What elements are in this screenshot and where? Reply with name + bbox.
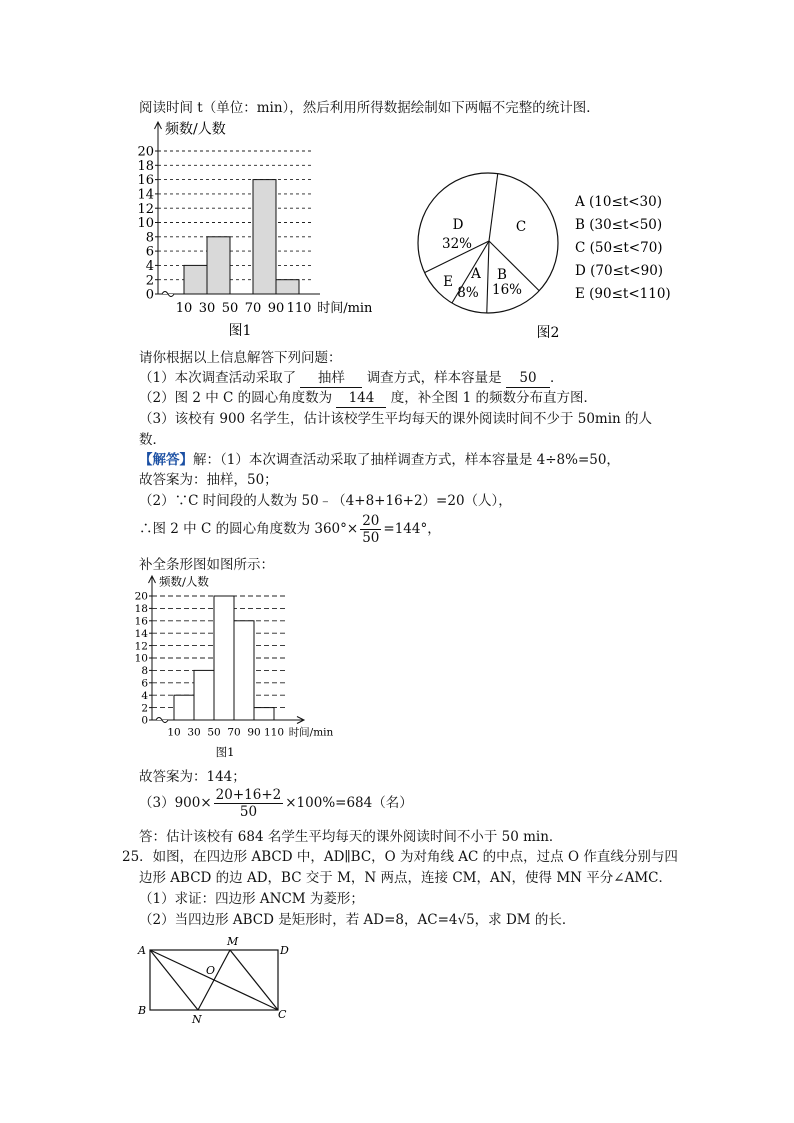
- y-tick-label-8: 8: [145, 230, 154, 246]
- label-o: O: [206, 964, 216, 977]
- bar-30-50: [194, 670, 214, 720]
- solution-5: 补全条形图如图所示：: [139, 557, 274, 573]
- legend-item-1: B (30≤t<50): [575, 217, 663, 233]
- x-tick-label-30: 30: [187, 726, 201, 739]
- legend-item-0: A (10≤t<30): [575, 194, 662, 210]
- histogram-complete: [134, 572, 358, 767]
- y-tick-label-10: 10: [134, 652, 148, 665]
- y-tick-label-14: 14: [137, 187, 154, 203]
- slice-percent-A: 8%: [457, 285, 479, 301]
- x-axis-label: 时间/min: [288, 726, 334, 739]
- y-tick-label-18: 18: [134, 603, 148, 616]
- blank-survey-type: 抽样: [300, 369, 362, 388]
- bar-50-70: [214, 596, 234, 720]
- histogram-incomplete: [138, 118, 388, 338]
- bar-10-30: [184, 265, 207, 294]
- x-tick-label-70: 70: [227, 726, 241, 739]
- figure-title: 图1: [215, 745, 235, 759]
- x-tick-label-50: 50: [207, 726, 221, 739]
- x-tick-label-30: 30: [198, 301, 216, 316]
- y-tick-label-16: 16: [134, 615, 148, 628]
- bar-70-90: [234, 621, 254, 720]
- label-c: C: [278, 1008, 287, 1021]
- label-n: N: [192, 1013, 202, 1026]
- solution-7: （3）900× $\frac{20+16+2}{50}$ ×100%=684（名）: [139, 787, 413, 820]
- slice-label-D: D: [452, 217, 464, 233]
- x-axis-label: 时间/min: [317, 301, 373, 316]
- segment-mn: [198, 950, 230, 1010]
- y-tick-label-2: 2: [145, 273, 154, 289]
- blank-sample-size: 50: [506, 369, 550, 388]
- solution-tag: 【解答】: [139, 452, 193, 468]
- problem-25-line3: （1）求证：四边形 ANCM 为菱形；: [139, 891, 364, 907]
- x-tick-label-90: 90: [247, 726, 261, 739]
- legend-item-3: D (70≤t<90): [575, 263, 664, 279]
- bar-90-110: [276, 280, 299, 294]
- fraction-38-50: $\frac{20+16+2}{50}$: [215, 787, 282, 820]
- solution-1: 【解答】解：（1）本次调查活动采取了抽样调查方式，样本容量是 4÷8%=50，: [139, 452, 620, 468]
- x-tick-label-110: 110: [263, 726, 285, 739]
- y-tick-label-2: 2: [141, 702, 148, 715]
- axis-break: [156, 718, 168, 723]
- slice-label-B: B: [497, 267, 507, 283]
- y-tick-label-16: 16: [137, 173, 154, 189]
- x-tick-label-50: 50: [221, 301, 239, 316]
- bar-70-90: [253, 180, 276, 294]
- axis-break: [162, 292, 174, 297]
- pie-figure-title: 图2: [536, 325, 560, 341]
- question-3: （3）该校有 900 名学生，估计该校学生平均每天的课外阅读时间不少于 50min 的人: [139, 411, 653, 427]
- y-tick-label-20: 20: [134, 590, 148, 603]
- y-tick-label-4: 4: [141, 689, 148, 702]
- y-tick-label-18: 18: [137, 158, 154, 174]
- segment-an: [150, 950, 198, 1010]
- bar-30-50: [207, 237, 230, 294]
- y-tick-label-0: 0: [145, 287, 154, 303]
- x-tick-label-70: 70: [244, 301, 262, 316]
- question-3-cont: 数．: [139, 432, 166, 448]
- label-d: D: [280, 944, 289, 957]
- x-tick-label-10: 10: [167, 726, 181, 739]
- question-2: （2）图 2 中 C 的圆心角度数为 144 度，补全图 1 的频数分布直方图．: [139, 390, 597, 406]
- solution-6: 故答案为：144；: [139, 769, 246, 785]
- label-a: A: [138, 944, 146, 957]
- rectangle-figure: [132, 934, 302, 1026]
- y-axis-label: 频数/人数: [165, 121, 226, 138]
- problem-25-line2: 边形 ABCD 的边 AD，BC 交于 M，N 两点，连接 CM，AN，使得 MN 平分∠AMC．: [139, 870, 672, 886]
- y-tick-label-20: 20: [137, 144, 154, 160]
- y-tick-label-6: 6: [145, 244, 154, 260]
- label-m: M: [227, 935, 239, 948]
- bar-90-110: [254, 708, 274, 720]
- segment-cm: [230, 950, 278, 1010]
- slice-label-A: A: [471, 266, 481, 282]
- solution-2: 故答案为：抽样，50；: [139, 472, 278, 488]
- y-tick-label-8: 8: [141, 665, 148, 678]
- legend-item-4: E (90≤t<110): [575, 286, 671, 302]
- y-tick-label-12: 12: [134, 640, 148, 653]
- x-tick-label-110: 110: [286, 301, 312, 316]
- solution-8: 答：估计该校有 684 名学生平均每天的课外阅读时间不小于 50 min．: [139, 829, 563, 845]
- slice-label-E: E: [443, 274, 453, 290]
- blank-angle: 144: [336, 389, 386, 408]
- pie-chart: [405, 160, 685, 340]
- fraction-20-50: $\frac{20}{50}$: [362, 513, 380, 546]
- question-prompt: 请你根据以上信息解答下列问题：: [139, 350, 342, 366]
- legend-item-2: C (50≤t<70): [575, 240, 663, 256]
- bar-10-30: [174, 695, 194, 720]
- solution-3: （2）∵C 时间段的人数为 50﹣（4+8+16+2）=20（人），: [139, 493, 512, 509]
- x-tick-label-90: 90: [267, 301, 285, 316]
- solution-4: ∴图 2 中 C 的圆心角度数为 360°× $\frac{20}{50}$ =144°，: [139, 513, 441, 546]
- y-tick-label-12: 12: [137, 201, 154, 217]
- figure-title: 图1: [228, 323, 252, 339]
- y-tick-label-0: 0: [141, 714, 148, 727]
- y-tick-label-10: 10: [137, 216, 154, 232]
- slice-percent-B: 16%: [491, 282, 523, 298]
- slice-percent-D: 32%: [441, 236, 473, 252]
- y-tick-label-4: 4: [145, 258, 154, 274]
- y-tick-label-14: 14: [134, 627, 148, 640]
- problem-25-line4: （2）当四边形 ABCD 是矩形时，若 AD=8，AC=4√5，求 DM 的长．: [139, 912, 576, 928]
- x-tick-label-10: 10: [175, 301, 193, 316]
- y-axis-label: 频数/人数: [159, 574, 209, 589]
- y-tick-label-6: 6: [141, 677, 148, 690]
- problem-25-line1: 25．如图，在四边形 ABCD 中，AD∥BC，O 为对角线 AC 的中点，过点 O 作直线分别与四: [122, 849, 678, 865]
- question-1: （1）本次调查活动采取了 抽样 调查方式，样本容量是 50 ．: [139, 370, 564, 386]
- slice-label-C: C: [515, 219, 527, 235]
- intro-text: 阅读时间 t（单位：min），然后利用所得数据绘制如下两幅不完整的统计图．: [139, 100, 600, 116]
- label-b: B: [138, 1004, 147, 1017]
